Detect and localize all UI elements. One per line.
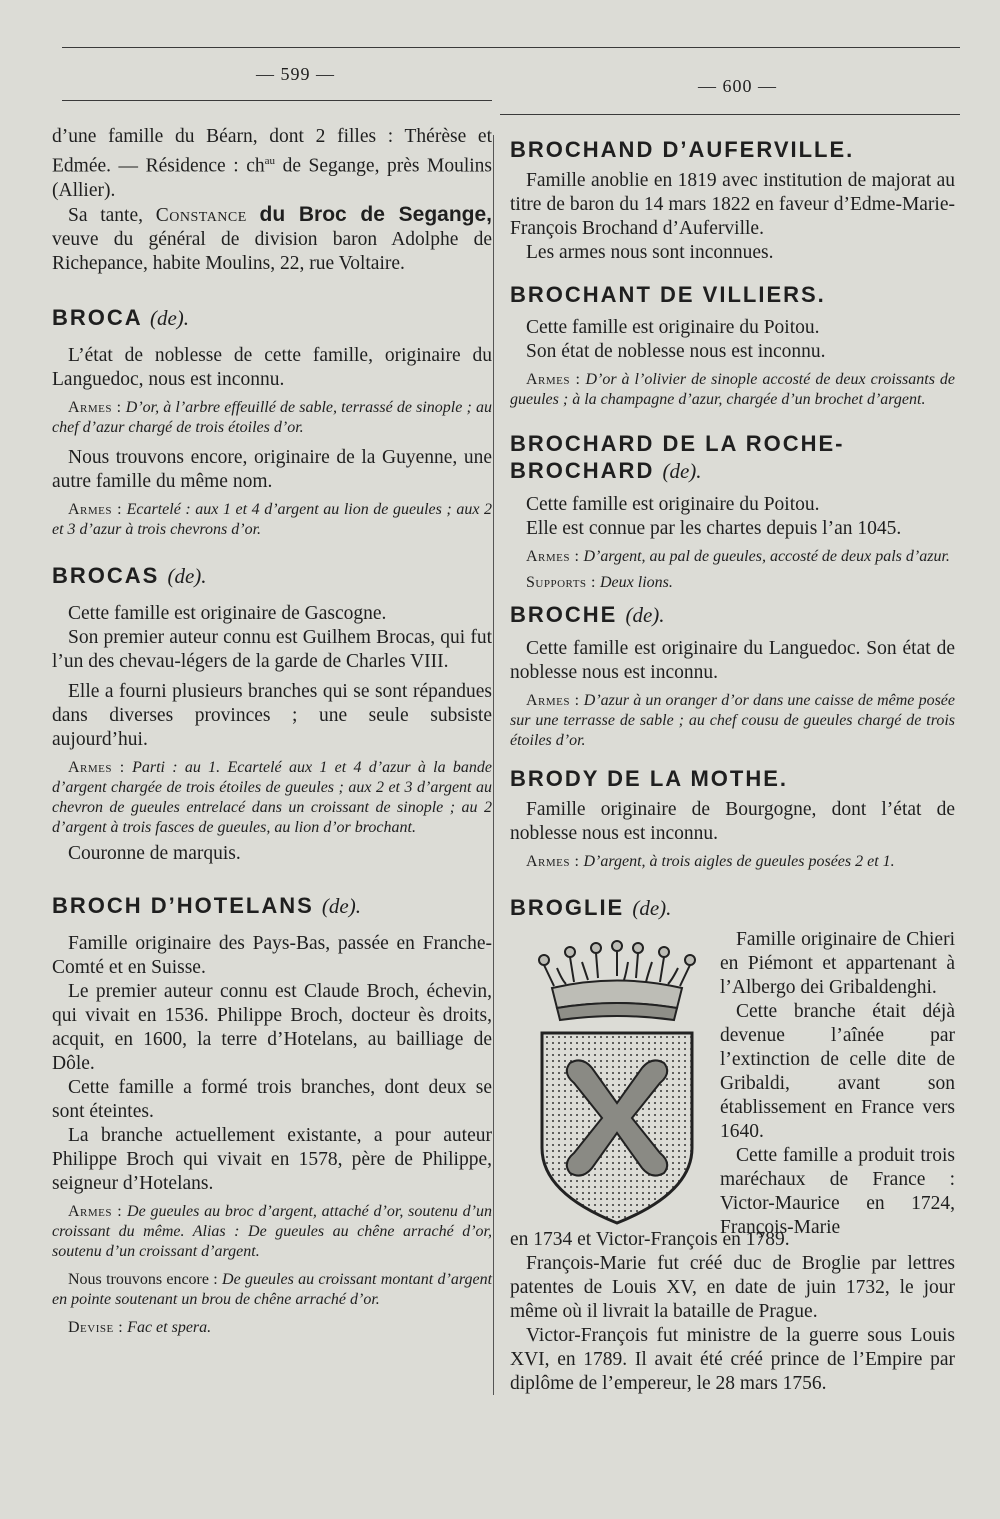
broglie-p3: Cette famille a produit trois maréchaux de France : Victor-Maurice en 1724, François-Marie xyxy=(720,1145,955,1238)
page-number-left: — 599 — xyxy=(256,64,335,84)
broca-arms xyxy=(52,398,492,438)
roche-supports xyxy=(510,573,955,593)
villiers-arms xyxy=(510,370,955,410)
heading-roche-particle: (de). xyxy=(662,459,702,483)
roche-p1: Cette famille est originaire du Poitou. xyxy=(526,494,820,515)
heading-roche xyxy=(510,430,955,485)
broglie-block xyxy=(510,928,955,1238)
roche-p2: Elle est connue par les chartes depuis l’an 1045. xyxy=(526,518,902,539)
brocas-p4: Couronne de marquis. xyxy=(68,842,241,864)
broglie-text-side xyxy=(720,928,955,1240)
broch-arms-label: Armes : xyxy=(68,1202,123,1220)
brody-arms-label: Armes : xyxy=(526,853,580,870)
page-number-right: — 600 — xyxy=(698,76,777,96)
brocas-p3: Elle a fourni plusieurs branches qui se sont répandues dans diverses provinces ; une seule subsiste aujourd’hui. xyxy=(52,680,492,750)
heading-villiers: BROCHANT DE VILLIERS. xyxy=(510,282,826,307)
heading-broca xyxy=(52,304,492,332)
broglie-p5: Victor-François fut ministre de la guerre sous Louis XVI, en 1789. Il avait été créé prince de l’Empire par diplôme de l’empereur, le 28 mars 1756. xyxy=(510,1325,955,1394)
broch-p3: Cette famille a formé trois branches, dont deux se sont éteintes. xyxy=(52,1076,492,1122)
brocas-arms xyxy=(52,758,492,838)
heading-broglie-title: BROGLIE xyxy=(510,895,625,920)
broglie-p1: Famille originaire de Chieri en Piémont et appartenant à l’Albergo dei Gribaldenghi. xyxy=(720,929,955,998)
heading-broca-particle: (de). xyxy=(149,305,190,330)
heading-broch-particle: (de). xyxy=(321,893,361,918)
broca-p2: Nous trouvons encore, originaire de la Guyenne, une autre famille du même nom. xyxy=(52,446,492,492)
heading-brocas xyxy=(52,562,492,590)
roche-arms xyxy=(510,547,955,567)
right-column xyxy=(510,130,955,1396)
broglie-p2: Cette branche était déjà devenue l’aînée par l’extinction de celle dite de Gribaldi, avant son établissement en France vers 1640. xyxy=(720,1001,955,1142)
intro-line-2: de Segange, près Moulins (Allier). xyxy=(52,155,493,201)
tante-prefix: Sa tante, xyxy=(68,204,144,226)
broch-p5-prefix: Nous trouvons encore : xyxy=(68,1270,218,1288)
brocas-arms-label: Armes : xyxy=(68,758,125,776)
column-divider xyxy=(493,135,494,1395)
tante-name-sc: Constance xyxy=(155,204,247,226)
roche-supports-text: Deux lions. xyxy=(599,574,673,591)
brocas-p2: Son premier auteur connu est Guilhem Brocas, qui fut l’un des chevau-légers de la garde de Charles VIII. xyxy=(52,626,492,672)
intro-line-1: d’une famille du Béarn, dont 2 filles : Thérèse et Edmée. — Résidence : ch xyxy=(52,126,492,177)
heading-brocas-title: BROCAS xyxy=(52,562,160,588)
heading-broche xyxy=(510,601,955,629)
broch-arms xyxy=(52,1202,492,1262)
broch-devise-text: Fac et spera. xyxy=(127,1318,212,1336)
auferville-p2: Les armes nous sont inconnues. xyxy=(526,242,774,263)
heading-broch-title: BROCH D’HOTELANS xyxy=(52,892,314,918)
heading-broglie-particle: (de). xyxy=(632,896,672,920)
tante-paragraph xyxy=(52,203,492,276)
broca-arms-label: Armes : xyxy=(68,398,122,416)
broca-arms2-text: Ecartelé : aux 1 et 4 d’argent au lion de gueules ; aux 2 et 3 d’azur à trois chevrons d’or. xyxy=(52,500,492,538)
villiers-arms-label: Armes : xyxy=(526,371,581,388)
header-rule-left xyxy=(62,100,492,101)
villiers-arms-text: D’or à l’olivier de sinople accosté de deux croissants de gueules ; à la champagne d’azur, chargée d’un brochet d’argent. xyxy=(510,371,956,408)
broca-arms-text: D’or, à l’arbre effeuillé de sable, terrassé de sinople ; au chef d’azur chargé de trois étoiles d’or. xyxy=(52,398,492,436)
broch-devise xyxy=(52,1318,492,1338)
intro-sup: au xyxy=(264,155,276,167)
roche-supports-label: Supports : xyxy=(526,574,596,591)
heading-auferville: BROCHAND D’AUFERVILLE. xyxy=(510,137,855,162)
brody-arms-text: D’argent, à trois aigles de gueules posées 2 et 1. xyxy=(583,853,895,870)
broca-arms2-label: Armes : xyxy=(68,500,123,518)
broca-arms2 xyxy=(52,500,492,540)
coat-of-arms-image xyxy=(532,938,702,1228)
brocas-arms-text: Parti : au 1. Ecartelé aux 1 et 4 d’azur à la bande d’argent chargée de trois étoiles de gueules ; aux 2 et 3 d’argent au chevron de gueules entrelacé dans un croissant de sinople ; au 2 d’argent à trois fasces de gueules, au lion d’or brochant. xyxy=(52,758,493,836)
intro-text xyxy=(52,125,492,203)
heading-broca-title: BROCA xyxy=(52,304,142,330)
broch-p4: La branche actuellement existante, a pour auteur Philippe Broch qui vivait en 1578, père de Philippe, seigneur d’Hotelans. xyxy=(52,1124,492,1194)
heading-broglie xyxy=(510,894,955,922)
broche-p1: Cette famille est originaire du Languedoc. Son état de noblesse nous est inconnu. xyxy=(510,638,955,683)
broca-p1: L’état de noblesse de cette famille, originaire du Languedoc, nous est inconnu. xyxy=(52,344,492,390)
broglie-p4: François-Marie fut créé duc de Broglie par lettres patentes de Louis XV, en date de juin 1732, le jour même où il livrait la bataille de Prague. xyxy=(510,1253,955,1322)
tante-rest: veuve du général de division baron Adolphe de Richepance, habite Moulins, 22, rue Voltaire. xyxy=(52,228,492,274)
roche-arms-label: Armes : xyxy=(526,548,580,565)
broglie-p3b: en 1734 et Victor-François en 1789. xyxy=(510,1229,790,1250)
broch-arms-text: De gueules au broc d’argent, attaché d’or, soutenu d’un croissant du même. Alias : De gueules au chêne arraché d’or, soutenu d’un croissant d’argent. xyxy=(52,1202,492,1260)
villiers-p2: Son état de noblesse nous est inconnu. xyxy=(526,341,826,362)
broch-p5 xyxy=(52,1270,492,1310)
heading-roche-title: BROCHARD DE LA ROCHE-BROCHARD xyxy=(510,431,845,483)
roche-arms-text: D’argent, au pal de gueules, accosté de deux pals d’azur. xyxy=(583,548,950,565)
header-rule-right xyxy=(500,114,960,115)
broche-arms-label: Armes : xyxy=(526,692,580,709)
left-column xyxy=(52,125,492,1338)
top-rule xyxy=(62,47,960,48)
auferville-p1: Famille anoblie en 1819 avec institution de majorat au titre de baron du 14 mars 1822 en faveur d’Edme-Marie-François Brochand d’Auferville. xyxy=(510,170,955,239)
tante-name-bold: du Broc de Segange, xyxy=(259,202,492,226)
heading-brocas-particle: (de). xyxy=(167,563,207,588)
broche-arms xyxy=(510,691,955,751)
villiers-p1: Cette famille est originaire du Poitou. xyxy=(526,317,820,338)
brocas-p1: Cette famille est originaire de Gascogne. xyxy=(68,602,387,624)
heading-broche-title: BROCHE xyxy=(510,602,618,627)
heading-broch xyxy=(52,892,492,920)
broch-p5-text: De gueules au croissant montant d’argent en pointe soutenant un brou de chêne arraché d’or. xyxy=(52,1270,493,1308)
broch-p2: Le premier auteur connu est Claude Broch, échevin, qui vivait en 1536. Philippe Broch, docteur ès droits, acquit, en 1600, la terre d’Hotelans, au bailliage de Dôle. xyxy=(52,980,492,1074)
broche-arms-text: D’azur à un oranger d’or dans une caisse de même posée sur une terrasse de sable ; au chef cousu de gueules chargé de trois étoiles d’or. xyxy=(510,692,955,749)
brody-p1: Famille originaire de Bourgogne, dont l’état de noblesse nous est inconnu. xyxy=(510,799,955,844)
broch-devise-label: Devise : xyxy=(68,1318,124,1336)
heading-brody: BRODY DE LA MOTHE. xyxy=(510,766,789,791)
heading-broche-particle: (de). xyxy=(625,603,665,627)
brody-arms xyxy=(510,852,955,872)
broch-p1: Famille originaire des Pays-Bas, passée en Franche-Comté et en Suisse. xyxy=(52,932,492,978)
